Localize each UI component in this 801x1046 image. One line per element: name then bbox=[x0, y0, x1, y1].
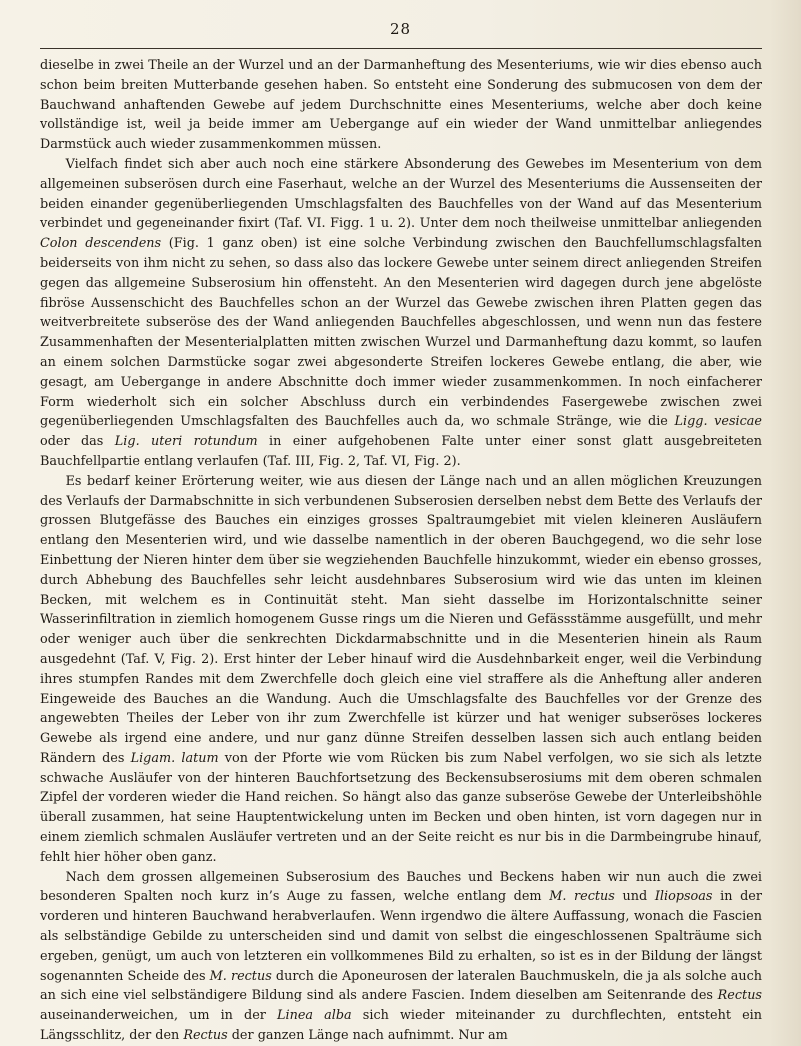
body-text bbox=[40, 56, 762, 1046]
text-run: oder das bbox=[40, 434, 115, 450]
text-run: und bbox=[614, 889, 655, 905]
paragraph bbox=[40, 56, 762, 155]
text-run: durch die Aponeurosen der lateralen Bauchmuskeln, die ja als solche auch an sich eine viel selbständigere Bildung sind als andere Fascien. Indem dieselben am Seitenrande des bbox=[40, 968, 762, 1004]
latin-term: Linea alba bbox=[277, 1008, 352, 1024]
text-run: Nach dem grossen allgemeinen Subserosium des Bauches und Beckens haben wir nun auch die zwei besonderen Spalten noch kurz in’s Auge zu fassen, welche entlang dem bbox=[40, 869, 762, 905]
text-run: in einer aufgehobenen Falte unter einer sonst glatt ausgebreiteten Bauchfellpartie entlang verlaufen (Taf. III, Fig. 2, Taf. VI, Fig. 2). bbox=[40, 434, 762, 469]
latin-term: Rectus bbox=[717, 988, 762, 1004]
latin-term: Rectus bbox=[183, 1028, 228, 1044]
latin-term: M. rectus bbox=[549, 889, 615, 905]
latin-term: Ligg. vesicae bbox=[674, 414, 762, 430]
text-run: der ganzen Länge nach aufnimmt. Nur am bbox=[227, 1028, 508, 1044]
page-number: 28 bbox=[389, 20, 412, 38]
latin-term: Ligam. latum bbox=[130, 750, 219, 766]
latin-term: Colon descendens bbox=[40, 236, 162, 252]
header-rule bbox=[40, 48, 762, 49]
paragraph bbox=[40, 155, 762, 472]
text-run: in der vorderen und hinteren Bauchwand herabverlaufen. Wenn irgendwo die ältere Auffassung, wonach die Fascien als selbständige Gebilde zu unterscheiden sind und damit von selbst die eingeschlossenen Spalträume sich ergeben, genügt, um auch von letzteren ein vollkommenes Bild zu erhalten, so ist es in der Bildung der längst sogenannten Scheide des bbox=[40, 889, 762, 984]
latin-term: Iliopsoas bbox=[654, 889, 713, 905]
text-run: sich wieder miteinander zu durchflechten, entsteht ein Längsschlitz, der den bbox=[40, 1008, 762, 1044]
text-run: von der Pforte wie vom Rücken bis zum Nabel verfolgen, wo sie sich als letzte schwache Ausläufer von der hinteren Bauchfortsetzung des Beckensubserosiums mit dem oberen schmalen Zipfel der vorderen wieder die Hand reichen. So hängt also das ganze subseröse Gewebe der Unterleibshöhle überall zusammen, hat seine Hauptentwickelung unten im Becken und oben hinten, ist vorn dagegen nur in einem ziemlich schmalen Ausläufer vertreten und an der Seite reicht es nur bis in die Darmbeingrube hinauf, fehlt hier höher oben ganz. bbox=[40, 750, 762, 865]
text-run: Es bedarf keiner Erörterung weiter, wie aus diesen der Länge nach und an allen möglichen Kreuzungen des Verlaufs der Darmabschnitte in sich verbundenen Subserosien derselben nebst dem Bette des Verlaufs der grossen Blutgefässe des Bauches ein einziges grosses Spaltraumgebiet mit vielen kleineren Ausläufern entlang den Mesenterien wird, und wie dasselbe namentlich in der oberen Bauchgegend, wo die sehr lose Einbettung der Nieren hinter dem über sie wegziehenden Bauchfelle hinzukommt, wieder ein ebenso grosses, durch Abhebung des Bauchfelles sehr leicht ausdehnbares Subserosium wird wie das unten im kleinen Becken, mit welchem es in Continuität steht. Man sieht dasselbe im Horizontalschnitte seiner Wasserinfiltration in ziemlich homogenem Gusse rings um die Nieren und Gefässstämme ausgefüllt, und mehr oder weniger auch über die senkrechten Dickdarmabschnitte und in die Mesenterien hinein als Raum ausgedehnt (Taf. V, Fig. 2). Erst hinter der Leber hinauf wird die Ausdehnbarkeit enger, weil die Verbindung ihres stumpfen Randes mit dem Zwerchfelle doch gleich eine viel straffere als die Anheftung aller anderen Eingeweide des Bauches an die Wandung. Auch die Umschlagsfalte des Bauchfelles vor der Grenze des angewebten Theiles der Leber von ihr zum Zwerchfelle ist kürzer und hat weniger subseröses lockeres Gewebe als irgend eine andere, und nur ganz dünne Streifen desselben lassen sich auch entlang beiden Rändern des bbox=[40, 473, 762, 766]
text-run: auseinanderweichen, um in der bbox=[40, 1008, 277, 1024]
latin-term: Lig. uteri rotundum bbox=[114, 434, 258, 450]
text-run: dieselbe in zwei Theile an der Wurzel und an der Darmanheftung des Mesenteriums, wie wir dies ebenso auch schon beim breiten Mutterbande gesehen haben. So entsteht eine Sonderung des submucosen von dem der Bauchwand anhaftenden Gewebe auf jedem Durchschnitte eines Mesenteriums, welche aber doch keine vollständige ist, weil ja beide immer am Uebergange auf ein wieder der Wand unmittelbar anliegendes Darmstück auch wieder zusammenkommen müssen. bbox=[40, 58, 762, 153]
paragraph bbox=[40, 472, 762, 868]
paragraph bbox=[40, 868, 762, 1046]
text-run: Vielfach findet sich aber auch noch eine stärkere Absonderung des Gewebes im Mesenterium von dem allgemeinen subserösen durch eine Faserhaut, welche an der Wurzel des Mesenteriums die Aussenseiten der beiden einander gegenüberliegenden Umschlagsfalten des Bauchfelles von der Wand auf das Mesenterium verbindet und gegeneinander fixirt (Taf. VI. Figg. 1 u. 2). Unter dem noch theilweise unmittelbar anliegenden bbox=[40, 156, 762, 232]
latin-term: M. rectus bbox=[209, 968, 272, 984]
text-run: (Fig. 1 ganz oben) ist eine solche Verbindung zwischen den Bauchfellumschlagsfalten beiderseits von ihm nicht zu sehen, so dass also das lockere Gewebe unter seinem direct anliegenden Streifen gegen das allgemeine Subserosium hin offensteht. An den Mesenterien wird dagegen durch jene abgelöste fibröse Aussenschicht des Bauchfelles schon an der Wurzel das Gewebe zwischen ihren Platten gegen das weitverbreitete subseröse des der Wand anliegenden Bauchfelles abgeschlossen, und wenn nun das festere Zusammenhaften der Mesenterialplatten mitten zwischen Wurzel und Darmanheftung dazu kommt, so laufen an einem solchen Darmstücke sogar zwei abgesonderte Streifen lockeres Gewebe entlang, die aber, wie gesagt, am Uebergange in andere Abschnitte doch immer wieder zusammenkommen. In noch einfacherer Form wiederholt sich ein solcher Abschluss durch ein verbindendes Fasergewebe zwischen zwei gegenüberliegenden Umschlagsfalten des Bauchfelles auch da, wo schmale Stränge, wie die bbox=[40, 236, 762, 430]
